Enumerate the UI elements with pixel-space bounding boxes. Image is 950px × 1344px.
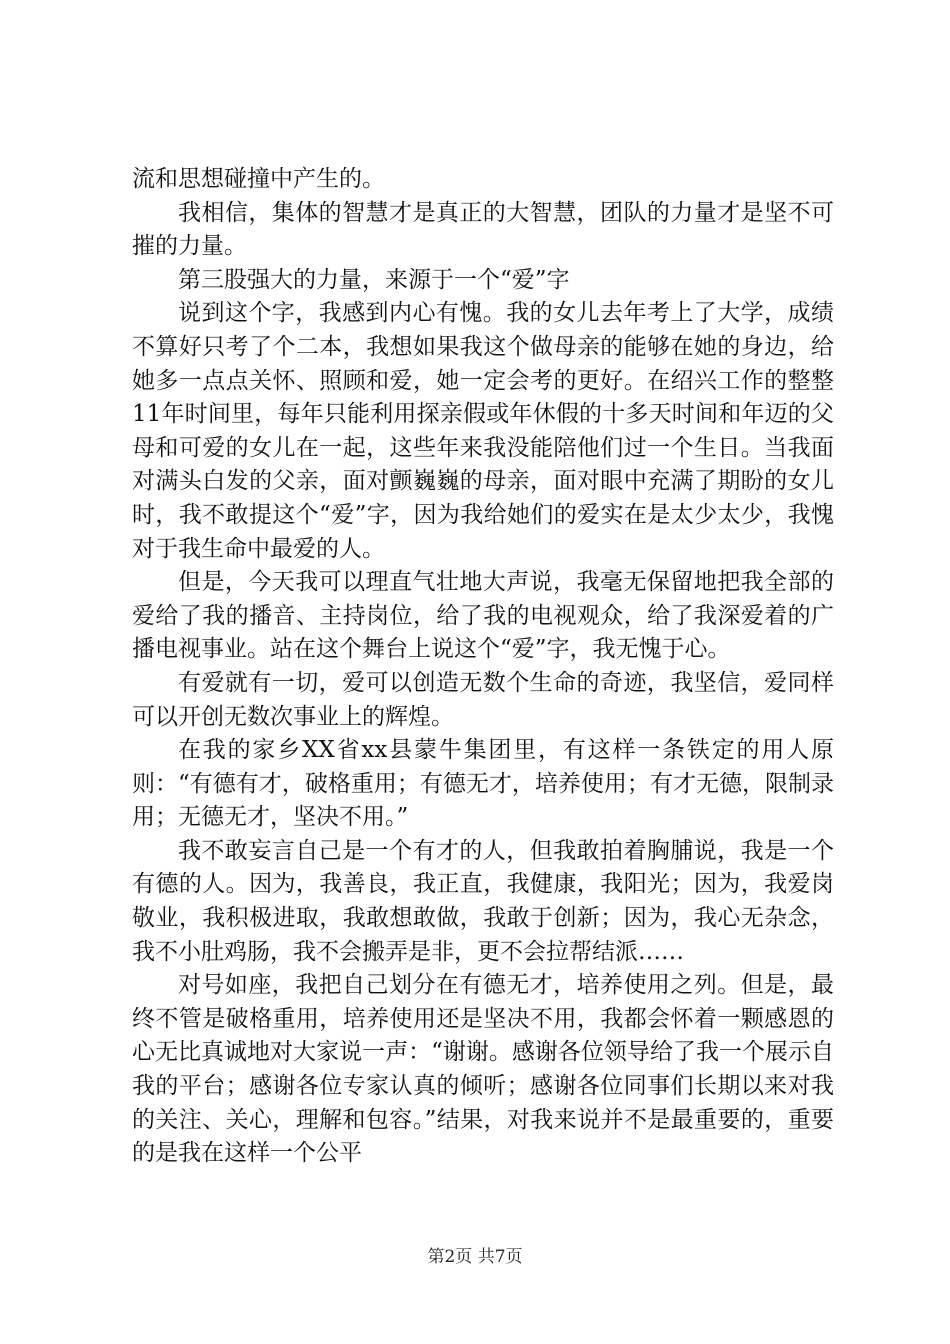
paragraph-4: 说到这个字，我感到内心有愧。我的女儿去年考上了大学，成绩不算好只考了个二本，我想如果我这个做母亲的能够在她的身边，给她多一点点关怀、照顾和爱，她一定会考的更好。在绍兴工作的整整11年时间里，每年只能利用探亲假或年休假的十多天时间和年迈的父母和可爱的女儿在一起，这些年来我没能陪他们过一个生日。当我面对满头白发的父亲，面对颤巍巍的母亲，面对眼中充满了期盼的女儿时，我不敢提这个“爱”字，因为我给她们的爱实在是太少太少，我愧对于我生命中最爱的人。 [132, 300, 834, 562]
paragraph-9: 对号如座，我把自己划分在有德无才，培养使用之列。但是，最终不管是破格重用，培养使用还是坚决不用，我都会怀着一颗感恩的心无比真诚地对大家说一声：“谢谢。感谢各位领导给了我一个展示自我的平台；感谢各位专家认真的倾听；感谢各位同事们长期以来对我的关注、关心，理解和包容。”结果，对我来说并不是最重要的，重要的是我在这样一个公平 [132, 972, 834, 1167]
section-heading: 第三股强大的力量，来源于一个“爱”字 [178, 266, 570, 293]
document-body [132, 163, 834, 1171]
paragraph-1: 流和思想碰撞中产生的。 [132, 166, 385, 192]
paragraph-7: 在我的家乡XX省xx县蒙牛集团里，有这样一条铁定的用人原则：“有德有才，破格重用；有德无才，培养使用；有才无德，限制录用；无德无才，坚决不用。” [132, 737, 834, 831]
paragraph-6: 有爱就有一切，爱可以创造无数个生命的奇迹，我坚信，爱同样可以开创无数次事业上的辉煌。 [132, 669, 834, 730]
page-number-footer: 第2页 共7页 [427, 1247, 523, 1267]
paragraph-2: 我相信，集体的智慧才是真正的大智慧，团队的力量才是坚不可摧的力量。 [132, 199, 834, 260]
paragraph-8: 我不敢妄言自己是一个有才的人，但我敢拍着胸脯说，我是一个有德的人。因为，我善良，我正直，我健康，我阳光；因为，我爱岗敬业，我积极进取，我敢想敢做，我敢于创新；因为，我心无杂念，我不小肚鸡肠，我不会搬弄是非，更不会拉帮结派…… [132, 837, 834, 965]
paragraph-5: 但是，今天我可以理直气壮地大声说，我毫无保留地把我全部的爱给了我的播音、主持岗位，给了我的电视观众，给了我深爱着的广播电视事业。站在这个舞台上说这个“爱”字，我无愧于心。 [132, 569, 834, 663]
